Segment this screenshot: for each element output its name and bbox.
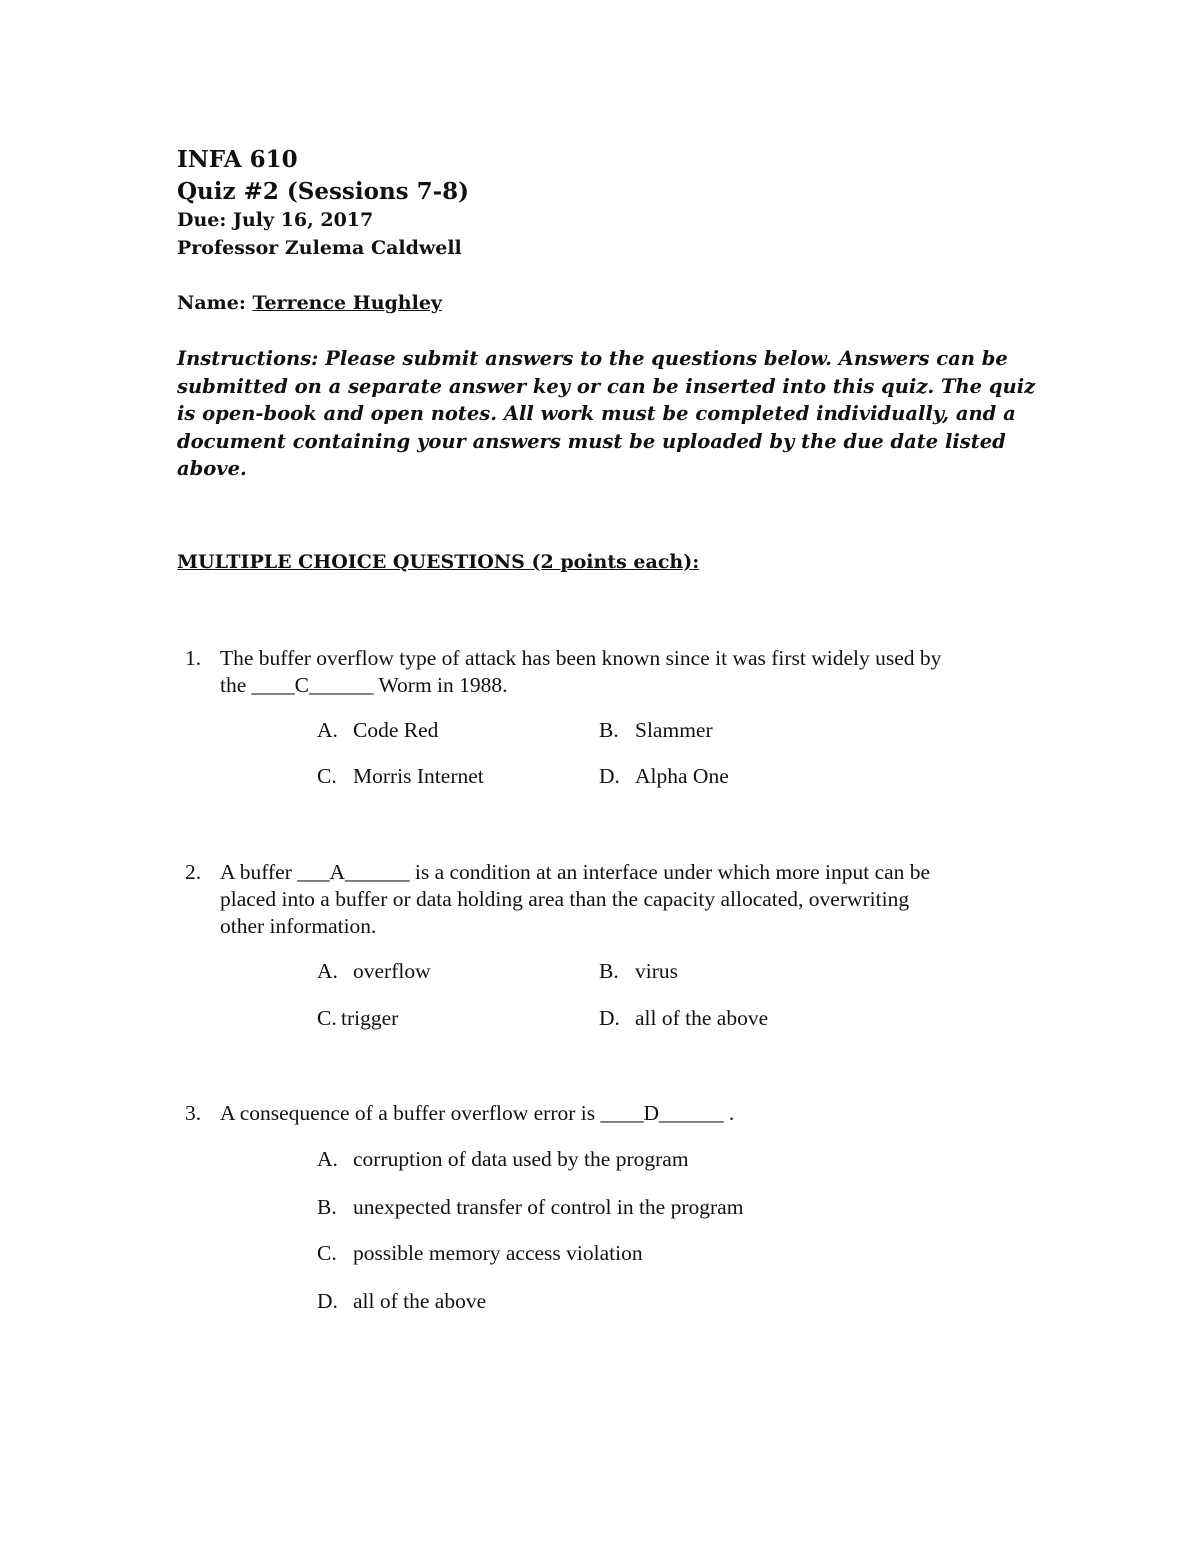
q3-option-a xyxy=(317,1147,689,1172)
option-text: unexpected transfer of control in the program xyxy=(353,1195,744,1219)
option-letter: B. xyxy=(599,959,619,983)
q3-option-b xyxy=(317,1195,743,1220)
option-letter: D. xyxy=(599,764,620,788)
course-title: INFA 610 xyxy=(177,146,298,173)
quiz-title: Quiz #2 (Sessions 7-8) xyxy=(177,178,470,205)
question-line: the ____C______ Worm in 1988. xyxy=(220,673,508,697)
q3-option-c xyxy=(317,1241,643,1266)
option-letter: A. xyxy=(317,959,338,983)
q2-option-d xyxy=(599,1006,768,1031)
question-line: other information. xyxy=(220,914,377,938)
option-text: overflow xyxy=(353,959,431,983)
question-line: placed into a buffer or data holding area than the capacity allocated, overwriting xyxy=(220,887,910,911)
option-letter: D. xyxy=(317,1289,338,1313)
section-heading: MULTIPLE CHOICE QUESTIONS (2 points each): xyxy=(177,551,700,573)
q1-option-c xyxy=(317,764,484,789)
option-letter: D. xyxy=(599,1006,620,1030)
option-text: corruption of data used by the program xyxy=(353,1147,689,1171)
option-letter: B. xyxy=(317,1195,337,1219)
name-label: Name: xyxy=(177,292,253,314)
instructions-line: is open-book and open notes. All work must be completed individually, and a xyxy=(177,402,1016,425)
professor-name: Professor Zulema Caldwell xyxy=(177,237,462,259)
question-line: The buffer overflow type of attack has been known since it was first widely used by xyxy=(220,646,942,670)
question-number: 1. xyxy=(185,646,202,670)
instructions-line: document containing your answers must be uploaded by the due date listed xyxy=(177,429,1006,453)
option-text: Morris Internet xyxy=(353,764,484,788)
q1-option-a xyxy=(317,718,438,743)
option-letter: B. xyxy=(599,718,619,742)
option-text: Slammer xyxy=(635,718,713,742)
option-text: virus xyxy=(635,959,678,983)
option-letter: C. xyxy=(317,1006,337,1030)
instructions xyxy=(177,345,1037,483)
option-text: Code Red xyxy=(353,718,439,742)
instructions-line: above. xyxy=(177,457,247,480)
option-letter: A. xyxy=(317,718,338,742)
student-name: Terrence Hughley xyxy=(252,292,442,314)
option-text: trigger xyxy=(341,1006,399,1030)
question-text xyxy=(220,645,941,699)
question-text xyxy=(220,1100,734,1127)
question-text xyxy=(220,859,930,940)
q2-option-b xyxy=(599,959,678,984)
q1-option-b xyxy=(599,718,713,743)
q2-option-a xyxy=(317,959,431,984)
q3-option-d xyxy=(317,1289,486,1314)
option-letter: C. xyxy=(317,1241,337,1265)
option-text: possible memory access violation xyxy=(353,1241,643,1265)
instructions-line: submitted on a separate answer key or can be inserted into this quiz. The quiz xyxy=(177,374,1036,398)
q1-option-d xyxy=(599,764,729,789)
question-number: 2. xyxy=(185,860,202,884)
instructions-line: Instructions: Please submit answers to the questions below. Answers can be xyxy=(177,347,1008,370)
q2-option-c xyxy=(317,1006,398,1031)
question-line: A buffer ___A______ is a condition at an interface under which more input can be xyxy=(220,860,931,884)
option-text: Alpha One xyxy=(635,764,729,788)
option-letter: C. xyxy=(317,764,337,788)
question-number: 3. xyxy=(185,1101,202,1125)
question-line: A consequence of a buffer overflow error is ____D______ . xyxy=(220,1101,735,1125)
student-name-line xyxy=(177,292,442,314)
option-letter: A. xyxy=(317,1147,338,1171)
due-date: Due: July 16, 2017 xyxy=(177,209,374,231)
option-text: all of the above xyxy=(635,1006,769,1030)
option-text: all of the above xyxy=(353,1289,487,1313)
